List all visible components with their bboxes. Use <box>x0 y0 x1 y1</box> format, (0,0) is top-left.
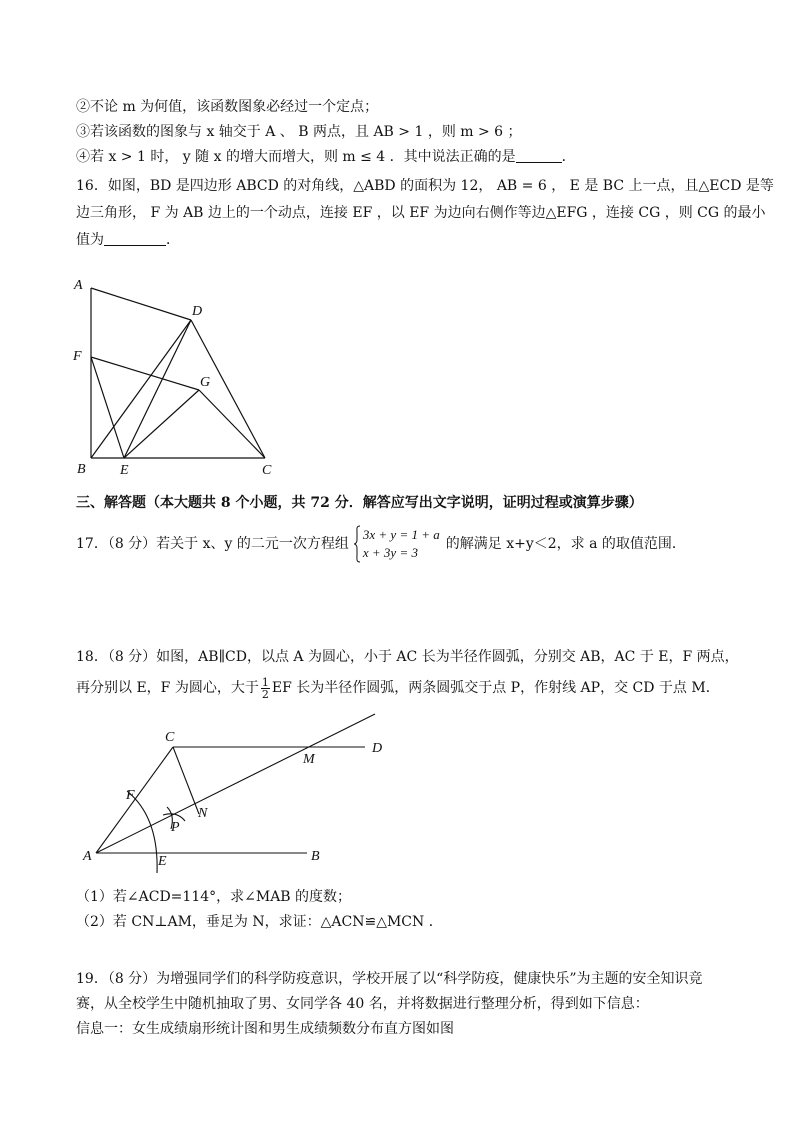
label-G: G <box>200 375 211 390</box>
label-E: E <box>120 463 129 478</box>
fraction-numerator: 1 <box>261 675 269 689</box>
q18-line-2-rest: EF 长为半径作圆弧，两条圆弧交于点 P，作射线 AP，交 CD 于点 M． <box>271 680 720 696</box>
equation-lines <box>363 526 440 562</box>
q18-line-1: 18．（8 分）如图，AB∥CD，以点 A 为圆心，小于 AC 长为半径作圆弧，分别交 AB，AC 于 E，F 两点， <box>76 649 739 665</box>
q16-figure <box>60 270 300 490</box>
label-N: N <box>198 806 208 821</box>
q15-item-4-end: ． <box>561 149 576 165</box>
q16-line-2: 边三角形， F 为 AB 边上的一个动点，连接 EF ，以 EF 为边向右侧作等边△EFG ，连接 CG ，则 CG 的最小 <box>76 205 766 221</box>
label-B: B <box>77 462 86 477</box>
answer-blank <box>516 148 562 163</box>
answer-blank <box>104 231 166 246</box>
equation-2: x + 3y = 3 <box>362 545 418 560</box>
brace-icon <box>353 525 361 563</box>
label-M: M <box>303 752 315 767</box>
label-F: F <box>73 349 82 364</box>
fraction-denominator: 2 <box>261 687 269 701</box>
equation-1: 3x + y = 1 + a <box>362 527 440 542</box>
q19-line-3: 信息一：女生成绩扇形统计图和男生成绩频数分布直方图如图 <box>76 1021 454 1037</box>
q18-figure <box>75 705 405 880</box>
q16-line-3-end: ． <box>166 232 180 248</box>
label-C: C <box>262 463 272 478</box>
q16-line-1: 16．如图，BD 是四边形 ABCD 的对角线，△ABD 的面积为 12， AB = 6 ， E 是 BC 上一点，且△ECD 是等 <box>76 178 774 194</box>
q15-item-2: ②不论 m 为何值，该函数图象必经过一个定点； <box>76 99 379 115</box>
q18-part-1: （1）若∠ACD=114°，求∠MAB 的度数； <box>76 889 352 905</box>
label-F: F <box>126 788 135 803</box>
label-E: E <box>158 854 167 869</box>
q18-figure-lines <box>96 714 375 873</box>
q18-part-2: （2）若 CN⊥AM，垂足为 N，求证：△ACN≌△MCN ． <box>76 914 443 930</box>
q19-line-1: 19．（8 分）为增强同学们的科学防疫意识，学校开展了以“科学防疫，健康快乐”为主题的安全知识竞 <box>76 971 703 987</box>
label-D: D <box>192 304 203 319</box>
q17-prefix: 17．（8 分）若关于 x、y 的二元一次方程组 <box>76 536 349 552</box>
q15-item-3: ③若该函数的图象与 x 轴交于 A 、 B 两点，且 AB > 1 ，则 m > 6 ； <box>76 124 522 140</box>
label-A: A <box>83 849 92 864</box>
label-A: A <box>74 278 83 293</box>
fraction-half <box>261 677 270 700</box>
q17-suffix: 的解满足 x+y＜2，求 a 的取值范围． <box>445 536 686 552</box>
q16-line-3 <box>76 231 180 249</box>
q15-item-4-text: ④若 x > 1 时， y 随 x 的增大而增大，则 m ≤ 4 ．其中说法正确的是 <box>76 149 516 165</box>
q19-line-2: 赛，从全校学生中随机抽取了男、女同学各 40 名，并将数据进行整理分析，得到如下信息： <box>76 996 649 1012</box>
label-C: C <box>165 730 175 745</box>
q16-figure-lines <box>91 288 265 458</box>
section-3-heading: 三、解答题（本大题共 8 个小题，共 72 分．解答应写出文字说明，证明过程或演算步骤） <box>76 495 643 511</box>
equation-system <box>353 525 440 563</box>
label-P: P <box>171 820 180 835</box>
label-D: D <box>372 741 383 756</box>
q15-item-4 <box>76 148 576 166</box>
q18-line-2 <box>76 676 720 700</box>
q17 <box>76 524 686 564</box>
q18-line-2-text: 再分别以 E，F 为圆心，大于 <box>76 680 259 696</box>
q16-line-3-text: 值为 <box>76 232 104 248</box>
label-B: B <box>311 849 320 864</box>
